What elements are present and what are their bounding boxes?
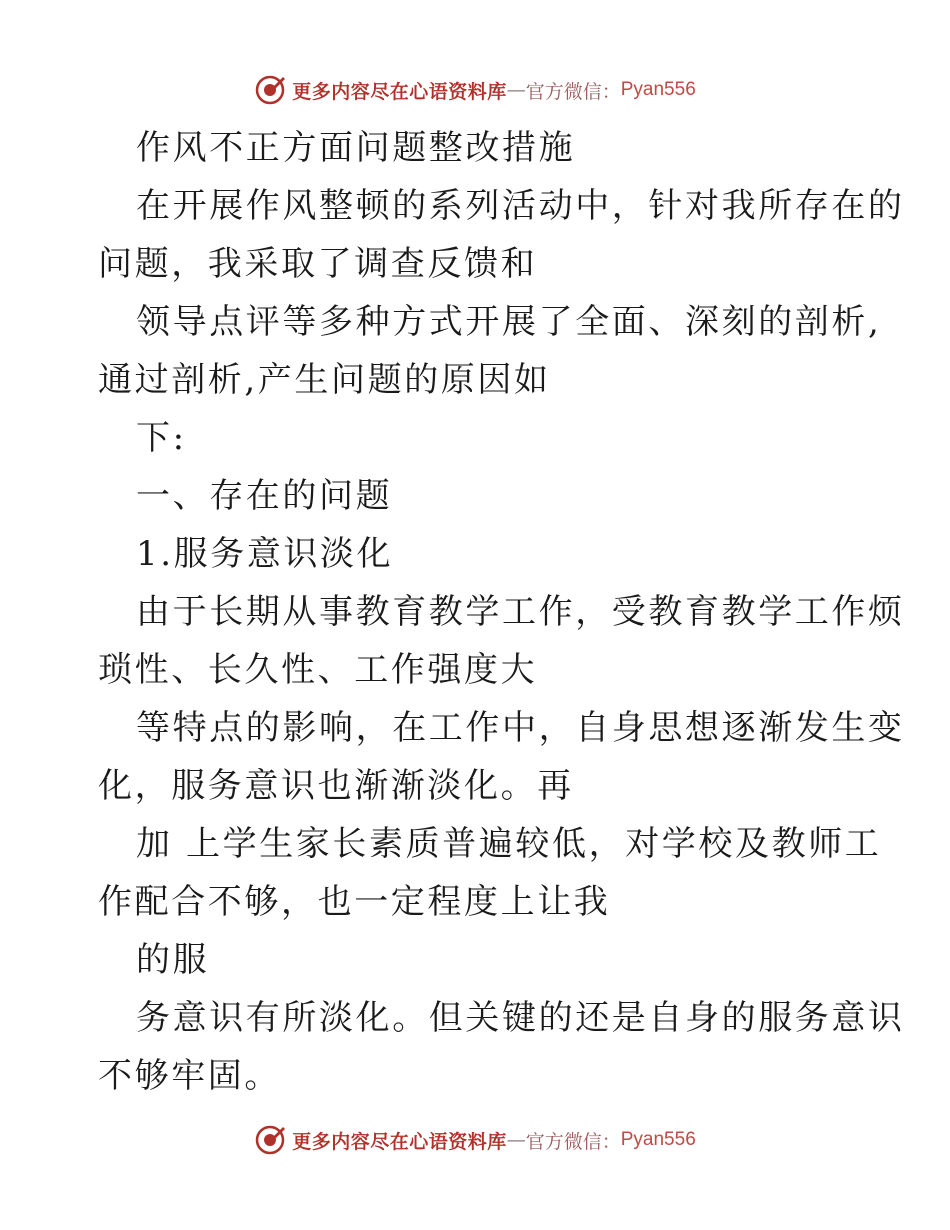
paragraph-line: 问题，我采取了调查反馈和 (98, 244, 538, 284)
paragraph-line: 在开展作风整顿的系列活动中，针对我所存在的 (136, 186, 905, 226)
paragraph-line: 下: (136, 418, 187, 458)
paragraph-line: 作配合不够，也一定程度上让我 (98, 882, 611, 922)
pen-logo-icon (254, 74, 286, 106)
header-separator: — (506, 79, 526, 101)
pen-logo-icon (254, 1124, 286, 1156)
subsection-heading: 1.服务意识淡化 (136, 534, 394, 574)
paragraph-line: 领导点评等多种方式开展了全面、深刻的剖析, (136, 302, 882, 342)
paragraph-line: 由于长期从事教育教学工作，受教育教学工作烦 (136, 592, 905, 632)
paragraph-line: 的服 (136, 940, 210, 980)
footer-wechat-label: 官方微信： (525, 1130, 621, 1153)
footer-wechat-id: Pyan556 (620, 1129, 696, 1150)
section-heading: 一、存在的问题 (136, 476, 393, 516)
paragraph-line: 等特点的影响，在工作中，自身思想逐渐发生变 (136, 708, 905, 748)
paragraph-line: 务意识有所淡化。但关键的还是自身的服务意识 (136, 998, 905, 1038)
header-watermark (0, 70, 950, 110)
document-title: 作风不正方面问题整改措施 (136, 128, 576, 168)
paragraph-line: 不够牢固。 (98, 1056, 281, 1096)
footer-watermark (0, 1120, 950, 1160)
header-promo-text: 更多内容尽在心语资料库 (292, 80, 507, 103)
paragraph-line: 通过剖析,产生问题的原因如 (98, 360, 551, 400)
footer-promo-text: 更多内容尽在心语资料库 (292, 1130, 507, 1153)
paragraph-line: 加 上学生家长素质普遍较低，对学校及教师工 (136, 824, 882, 864)
header-wechat-id: Pyan556 (620, 79, 696, 100)
paragraph-line: 琐性、长久性、工作强度大 (98, 650, 538, 690)
header-wechat-label: 官方微信： (525, 80, 621, 103)
footer-separator: — (506, 1129, 526, 1151)
paragraph-line: 化，服务意识也渐渐淡化。再 (98, 766, 574, 806)
